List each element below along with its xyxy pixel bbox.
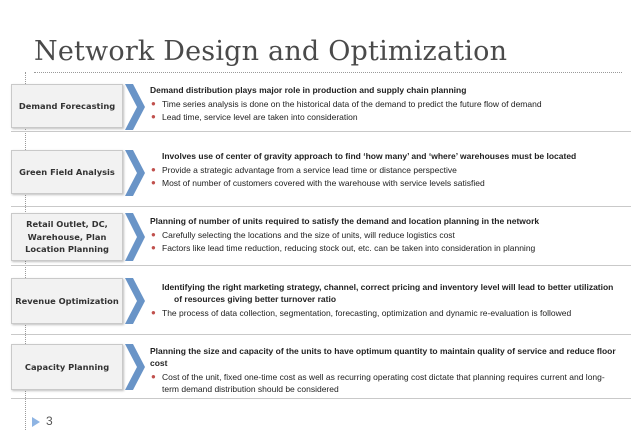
row-content [150,215,620,255]
list-item: ● Lead time, service level are taken into consideration [151,112,358,122]
bullet-icon: ● [151,230,156,239]
bullet-icon: ● [151,372,156,381]
row-content [150,281,620,320]
list-item: ● The process of data collection, segmentation, forecasting, optimization and dynamic re-evaluation is followed [151,308,572,318]
row-divider [11,334,631,335]
bullet-list [150,371,620,395]
row-label: Capacity Planning [24,361,110,372]
bullet-icon: ● [151,243,156,252]
row-label: Demand Forecasting [18,100,116,111]
row-divider [11,131,631,132]
row-label-box [11,344,123,390]
bullet-list [150,164,620,189]
row-location-planning [11,213,631,259]
row-label-box [11,150,123,194]
row-divider [11,398,631,399]
row-label-box [11,84,123,128]
chevron-right-icon [125,278,145,324]
list-item: ● Factors like lead time reduction, reducing stock out, etc. can be taken into consideration in planning [151,243,536,253]
row-content [150,150,620,190]
bullet-list [150,307,620,319]
list-item: ● Carefully selecting the locations and the size of units, will reduce logistics cost [151,230,455,240]
row-content [150,84,620,124]
list-item: ● Cost of the unit, fixed one-time cost as well as recurring operating cost dictate that planning requires current and long-term demand distribution should be considered [151,372,605,394]
bullet-icon: ● [151,99,156,108]
bullet-list [150,98,620,123]
bullet-icon: ● [151,165,156,174]
row-divider [11,206,631,207]
row-green-field-analysis [11,150,631,196]
list-item: ● Provide a strategic advantage from a service lead time or distance perspective [151,165,457,175]
bullet-icon: ● [151,308,156,317]
row-heading: Identifying the right marketing strategy, channel, correct pricing and inventory level will lead to better utilization of resources giving better turnover ratio [162,282,614,304]
row-demand-forecasting [11,84,631,130]
page-number: 3 [46,414,53,428]
row-content [150,345,620,396]
row-revenue-optimization [11,278,631,324]
row-label: Green Field Analysis [19,166,115,177]
row-capacity-planning [11,344,631,394]
row-heading: Planning the size and capacity of the units to have optimum quantity to maintain quality of service and reduce floor cost [150,346,616,368]
row-heading: Demand distribution plays major role in production and supply chain planning [150,85,467,95]
row-label-box [11,213,123,261]
title-divider [34,72,622,73]
bullet-icon: ● [151,178,156,187]
chevron-right-icon [125,150,145,196]
row-divider [11,265,631,266]
row-heading: Planning of number of units required to satisfy the demand and location planning in the network [150,216,540,226]
bullet-icon: ● [151,112,156,121]
slide-title: Network Design and Optimization [34,36,508,67]
chevron-right-icon [125,344,145,390]
chevron-right-icon [125,213,145,261]
list-item: ● Most of number of customers covered with the warehouse with service levels satisfied [151,178,485,188]
row-label-box [11,278,123,324]
row-heading: Involves use of center of gravity approach to find ‘how many’ and ‘where’ warehouses must be located [162,151,577,161]
chevron-right-icon [125,84,145,130]
row-label: Retail Outlet, DC, Warehouse, Plan Location Planning [25,219,109,255]
list-item: ● Time series analysis is done on the historical data of the demand to predict the future flow of demand [151,99,542,109]
row-label: Revenue Optimization [15,295,119,306]
bullet-list [150,229,620,254]
play-arrow-icon [32,417,40,427]
